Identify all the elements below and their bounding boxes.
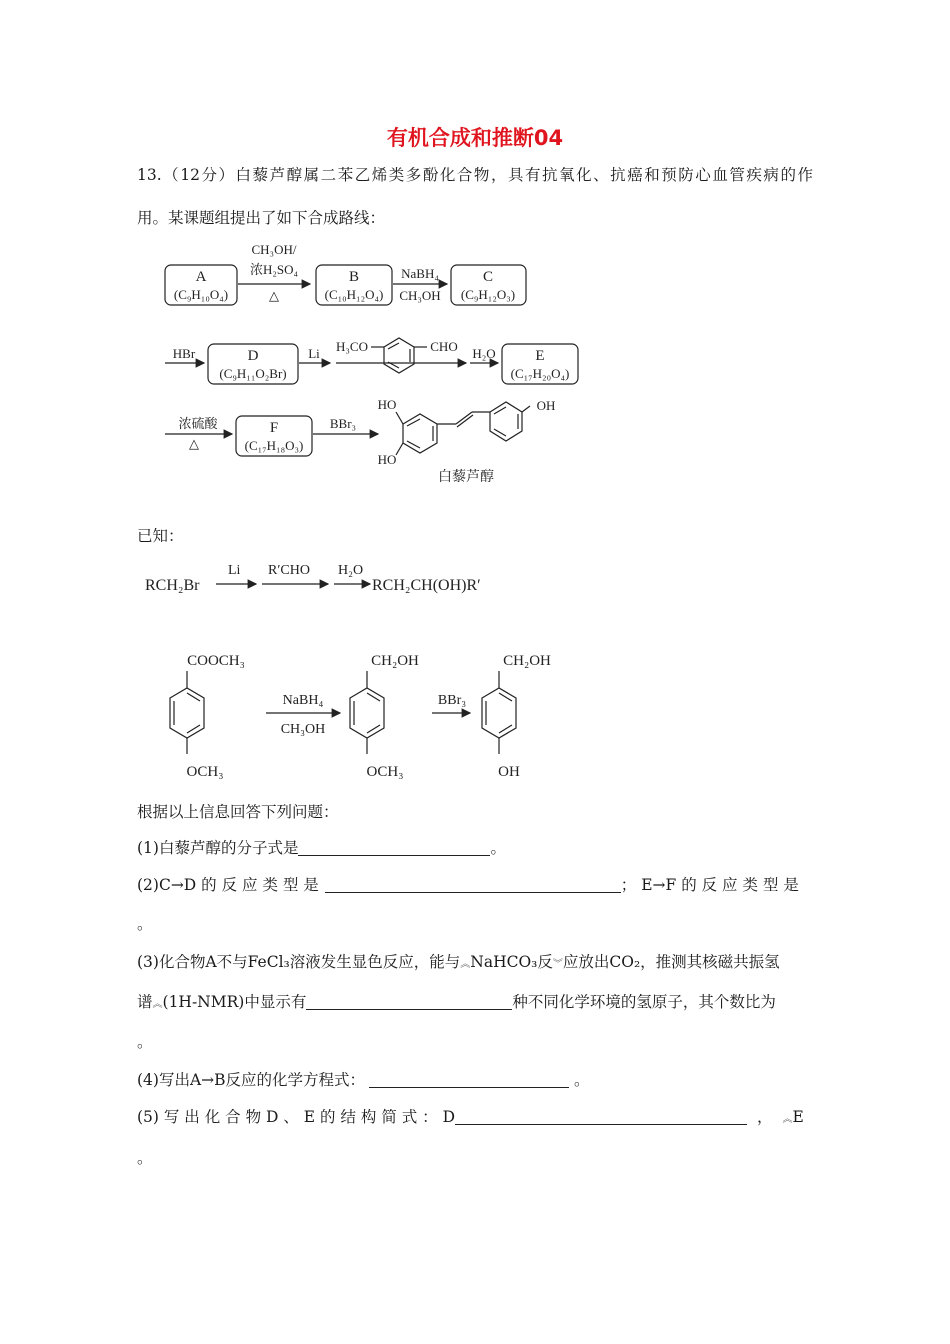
- known-ring-2: [350, 671, 384, 754]
- compound-a-formula: (C₉H₁₀O₄): [173, 287, 229, 302]
- compound-c-formula: (C₉H₁₂O₃): [460, 287, 516, 302]
- q4-answer-blank[interactable]: [369, 1071, 569, 1088]
- q5-e-label: E: [792, 1108, 804, 1126]
- q3-text-2: NaHCO₃反: [470, 953, 553, 971]
- known-ch3oh: CH₃OH: [280, 722, 326, 737]
- question-line-2: 用。某课题组提出了如下合成路线：: [137, 209, 386, 227]
- caret-mark-icon: ︽: [152, 999, 163, 1010]
- reagent-nabh4: NaBH₄: [401, 266, 439, 281]
- compound-b-letter: B: [348, 269, 360, 285]
- compound-d-letter: D: [247, 348, 259, 364]
- known-product: RCH₂CH(OH)R′: [372, 577, 481, 594]
- caret-mark-icon: ︽: [460, 959, 471, 970]
- resveratrol-ho-bottom: HO: [377, 452, 397, 467]
- resveratrol-oh: OH: [536, 398, 556, 413]
- reagent-conc-sulfuric: 浓硫酸: [178, 416, 218, 431]
- q4-end: 。: [569, 1071, 590, 1089]
- q3-end: 。: [137, 1033, 153, 1051]
- resveratrol-structure: [396, 402, 530, 455]
- known-label: 已知：: [137, 527, 184, 545]
- reagent-ch3oh: CH₃OH/: [251, 242, 297, 257]
- q2-text-2: ； E→F 的 反 应 类 型 是: [620, 876, 799, 894]
- q2-text: (2)C→D 的 反 应 类 型 是: [137, 876, 319, 894]
- resveratrol-name: 白藜芦醇: [438, 470, 494, 485]
- q1-text: (1)白藜芦醇的分子式是: [137, 839, 299, 857]
- known-s1-bottom: OCH₃: [186, 764, 224, 780]
- known-s2-bottom: OCH₃: [366, 764, 404, 780]
- synthesis-scheme: [0, 0, 950, 500]
- known-bbr3: BBr₃: [437, 693, 467, 708]
- question-5: [137, 1105, 804, 1127]
- q3-text-3: 应放出CO₂，推测其核磁共振氢: [562, 953, 780, 971]
- reagent-cho: CHO: [430, 339, 458, 354]
- question-2: [137, 873, 799, 895]
- reagent-h2o: H₂O: [472, 346, 496, 361]
- known-li: Li: [228, 563, 241, 578]
- q1-answer-blank[interactable]: [298, 839, 490, 856]
- q3-text-6: 种不同化学环境的氢原子，其个数比为: [512, 993, 776, 1011]
- compound-a-letter: A: [195, 269, 207, 285]
- questions-intro: 根据以上信息回答下列问题：: [137, 803, 339, 821]
- reagent-h3co: H₃CO: [336, 339, 368, 354]
- known-reactions: [0, 550, 950, 800]
- q3-text-4: 谱: [137, 993, 153, 1011]
- reagent-hbr: HBr: [172, 346, 196, 361]
- known-start: RCH₂Br: [145, 577, 200, 594]
- q2-end: 。: [137, 915, 153, 933]
- reagent-heat-2: △: [189, 436, 199, 451]
- compound-f-formula: (C₁₇H₁₈O₃): [244, 438, 304, 453]
- q5-answer-blank-d[interactable]: [455, 1108, 747, 1125]
- reagent-h2so4: 浓H₂SO₄: [249, 262, 299, 277]
- q2-answer-blank-1[interactable]: [325, 876, 621, 893]
- anisaldehyde-ring: [371, 338, 427, 373]
- known-ring-1: [170, 671, 204, 754]
- page-title: 有机合成和推断04: [386, 126, 564, 150]
- q5-comma: ，: [757, 1108, 773, 1126]
- caret-mark-icon: ︾: [552, 959, 563, 970]
- compound-c-letter: C: [482, 269, 494, 285]
- caret-mark-icon: ︽: [782, 1114, 793, 1125]
- q1-end: 。: [490, 839, 506, 857]
- q3-answer-blank[interactable]: [306, 993, 512, 1010]
- q5-end: 。: [137, 1149, 153, 1167]
- reagent-heat-1: △: [269, 288, 279, 303]
- resveratrol-ho-top: HO: [377, 397, 397, 412]
- known-s3-bottom: OH: [498, 764, 520, 780]
- known-s2-top: CH₂OH: [371, 653, 419, 669]
- question-line-1: 13.（12分）白藜芦醇属二苯乙烯类多酚化合物，具有抗氧化、抗癌和预防心血管疾病的作: [137, 166, 813, 184]
- known-ring-3: [482, 671, 516, 754]
- q4-text: (4)写出A→B反应的化学方程式：: [137, 1071, 366, 1089]
- question-4: [137, 1068, 589, 1090]
- q3-text-5: (1H-NMR)中显示有: [162, 993, 307, 1011]
- compound-e-formula: (C₁₇H₂₀O₄): [510, 366, 570, 381]
- reagent-li: Li: [308, 346, 320, 361]
- known-rcho: R′CHO: [268, 563, 310, 578]
- q3-text-1: (3)化合物A不与FeCl₃溶液发生显色反应，能与: [137, 953, 461, 971]
- compound-b-formula: (C₁₀H₁₂O₄): [324, 287, 384, 302]
- known-s1-top: COOCH₃: [187, 653, 245, 669]
- reagent-bbr3: BBr₃: [329, 416, 357, 431]
- reagent-ch3oh-2: CH₃OH: [399, 288, 441, 303]
- known-s3-top: CH₂OH: [503, 653, 551, 669]
- question-1: [137, 836, 506, 858]
- question-3-line-1: [137, 950, 780, 972]
- question-3-line-2: [137, 990, 776, 1012]
- q5-text: (5) 写 出 化 合 物 D 、 E 的 结 构 简 式 ： D: [137, 1108, 456, 1126]
- compound-d-formula: (C₉H₁₁O₂Br): [219, 366, 287, 381]
- compound-e-letter: E: [535, 348, 545, 364]
- known-nabh4: NaBH₄: [282, 693, 324, 708]
- compound-f-letter: F: [269, 420, 279, 436]
- known-h2o: H₂O: [338, 563, 364, 578]
